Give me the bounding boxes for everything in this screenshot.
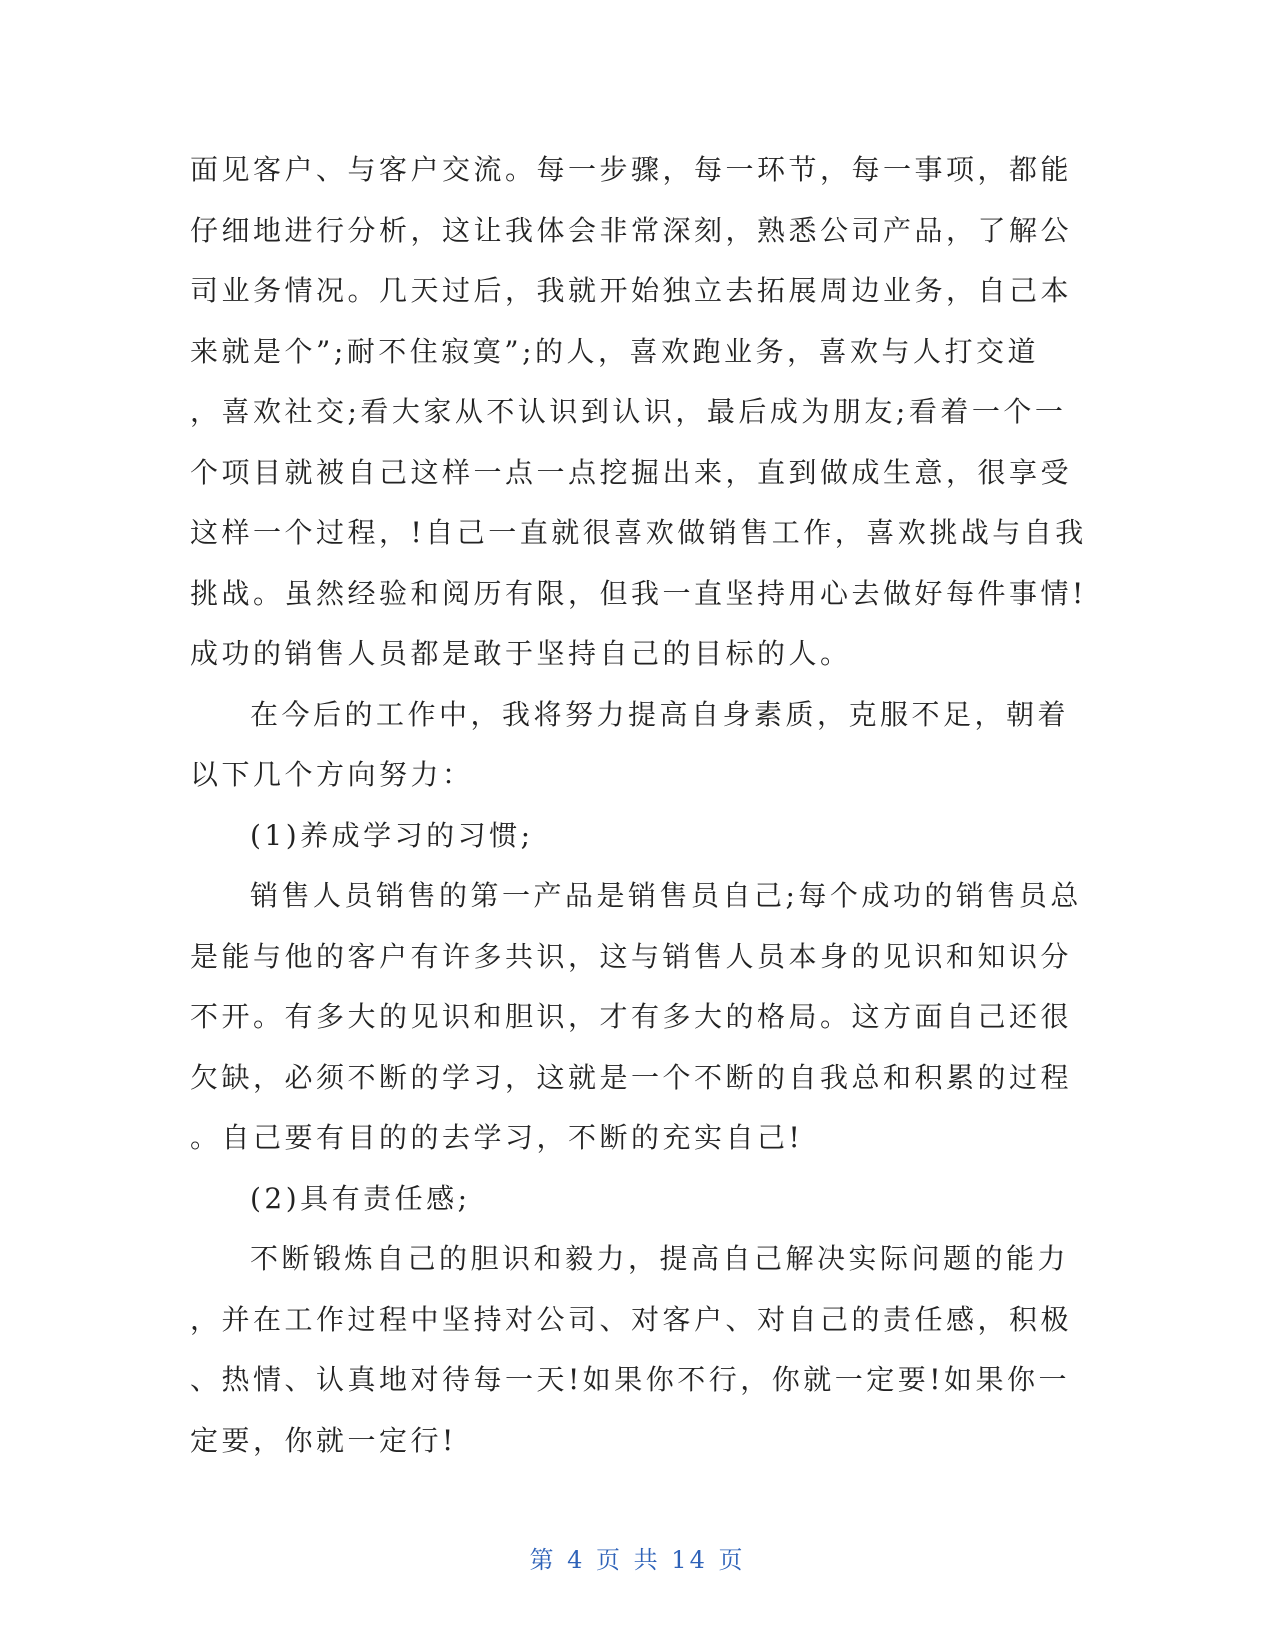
text-line: 、热情、认真地对待每一天!如果你不行，你就一定要!如果你一 — [190, 1363, 1071, 1396]
text-line: 面见客户、与客户交流。每一步骤，每一环节，每一事项，都能 — [190, 153, 1073, 186]
document-body — [190, 140, 1087, 1471]
text-line: ，并在工作过程中坚持对公司、对客户、对自己的责任感，积极 — [190, 1302, 1073, 1336]
text-line: 司业务情况。几天过后，我就开始独立去拓展周边业务，自己本 — [190, 274, 1073, 307]
paragraph-start-line: 不断锻炼自己的胆识和毅力，提高自己解决实际问题的能力 — [250, 1242, 1070, 1275]
text-line: 以下几个方向努力： — [190, 758, 474, 791]
text-line: 是能与他的客户有许多共识，这与销售人员本身的见识和知识分 — [190, 939, 1073, 973]
text-line: 。自己要有目的的去学习，不断的充实自己! — [190, 1121, 804, 1154]
text-line: 定要，你就一定行! — [190, 1423, 457, 1457]
text-line: 来就是个”;耐不住寂寞”;的人，喜欢跑业务，喜欢与人打交道 — [190, 334, 1039, 368]
page-number-footer — [0, 1540, 1275, 1575]
paragraph-start-line: 在今后的工作中，我将努力提高自身素质，克服不足，朝着 — [250, 697, 1070, 731]
page-number-text: 第 4 页 共 14 页 — [529, 1546, 746, 1574]
text-line: 挑战。虽然经验和阅历有限，但我一直坚持用心去做好每件事情! — [190, 576, 1087, 610]
text-line: 成功的销售人员都是敢于坚持自己的目标的人。 — [190, 637, 852, 670]
text-line: 这样一个过程，!自己一直就很喜欢做销售工作，喜欢挑战与自我 — [190, 516, 1087, 549]
paragraph-start-line: 销售人员销售的第一产品是销售员自己;每个成功的销售员总 — [250, 879, 1082, 912]
text-line: ，喜欢社交;看大家从不认识到认识，最后成为朋友;看着一个一 — [190, 395, 1067, 428]
section-heading-2: (2)具有责任感; — [250, 1181, 471, 1215]
section-heading-1: (1)养成学习的习惯; — [250, 818, 534, 852]
text-line: 欠缺，必须不断的学习，这就是一个不断的自我总和积累的过程 — [190, 1060, 1073, 1094]
text-line: 不开。有多大的见识和胆识，才有多大的格局。这方面自己还很 — [190, 1000, 1073, 1033]
text-line: 仔细地进行分析，这让我体会非常深刻，熟悉公司产品，了解公 — [190, 213, 1073, 247]
text-line: 个项目就被自己这样一点一点挖掘出来，直到做成生意，很享受 — [190, 455, 1073, 489]
